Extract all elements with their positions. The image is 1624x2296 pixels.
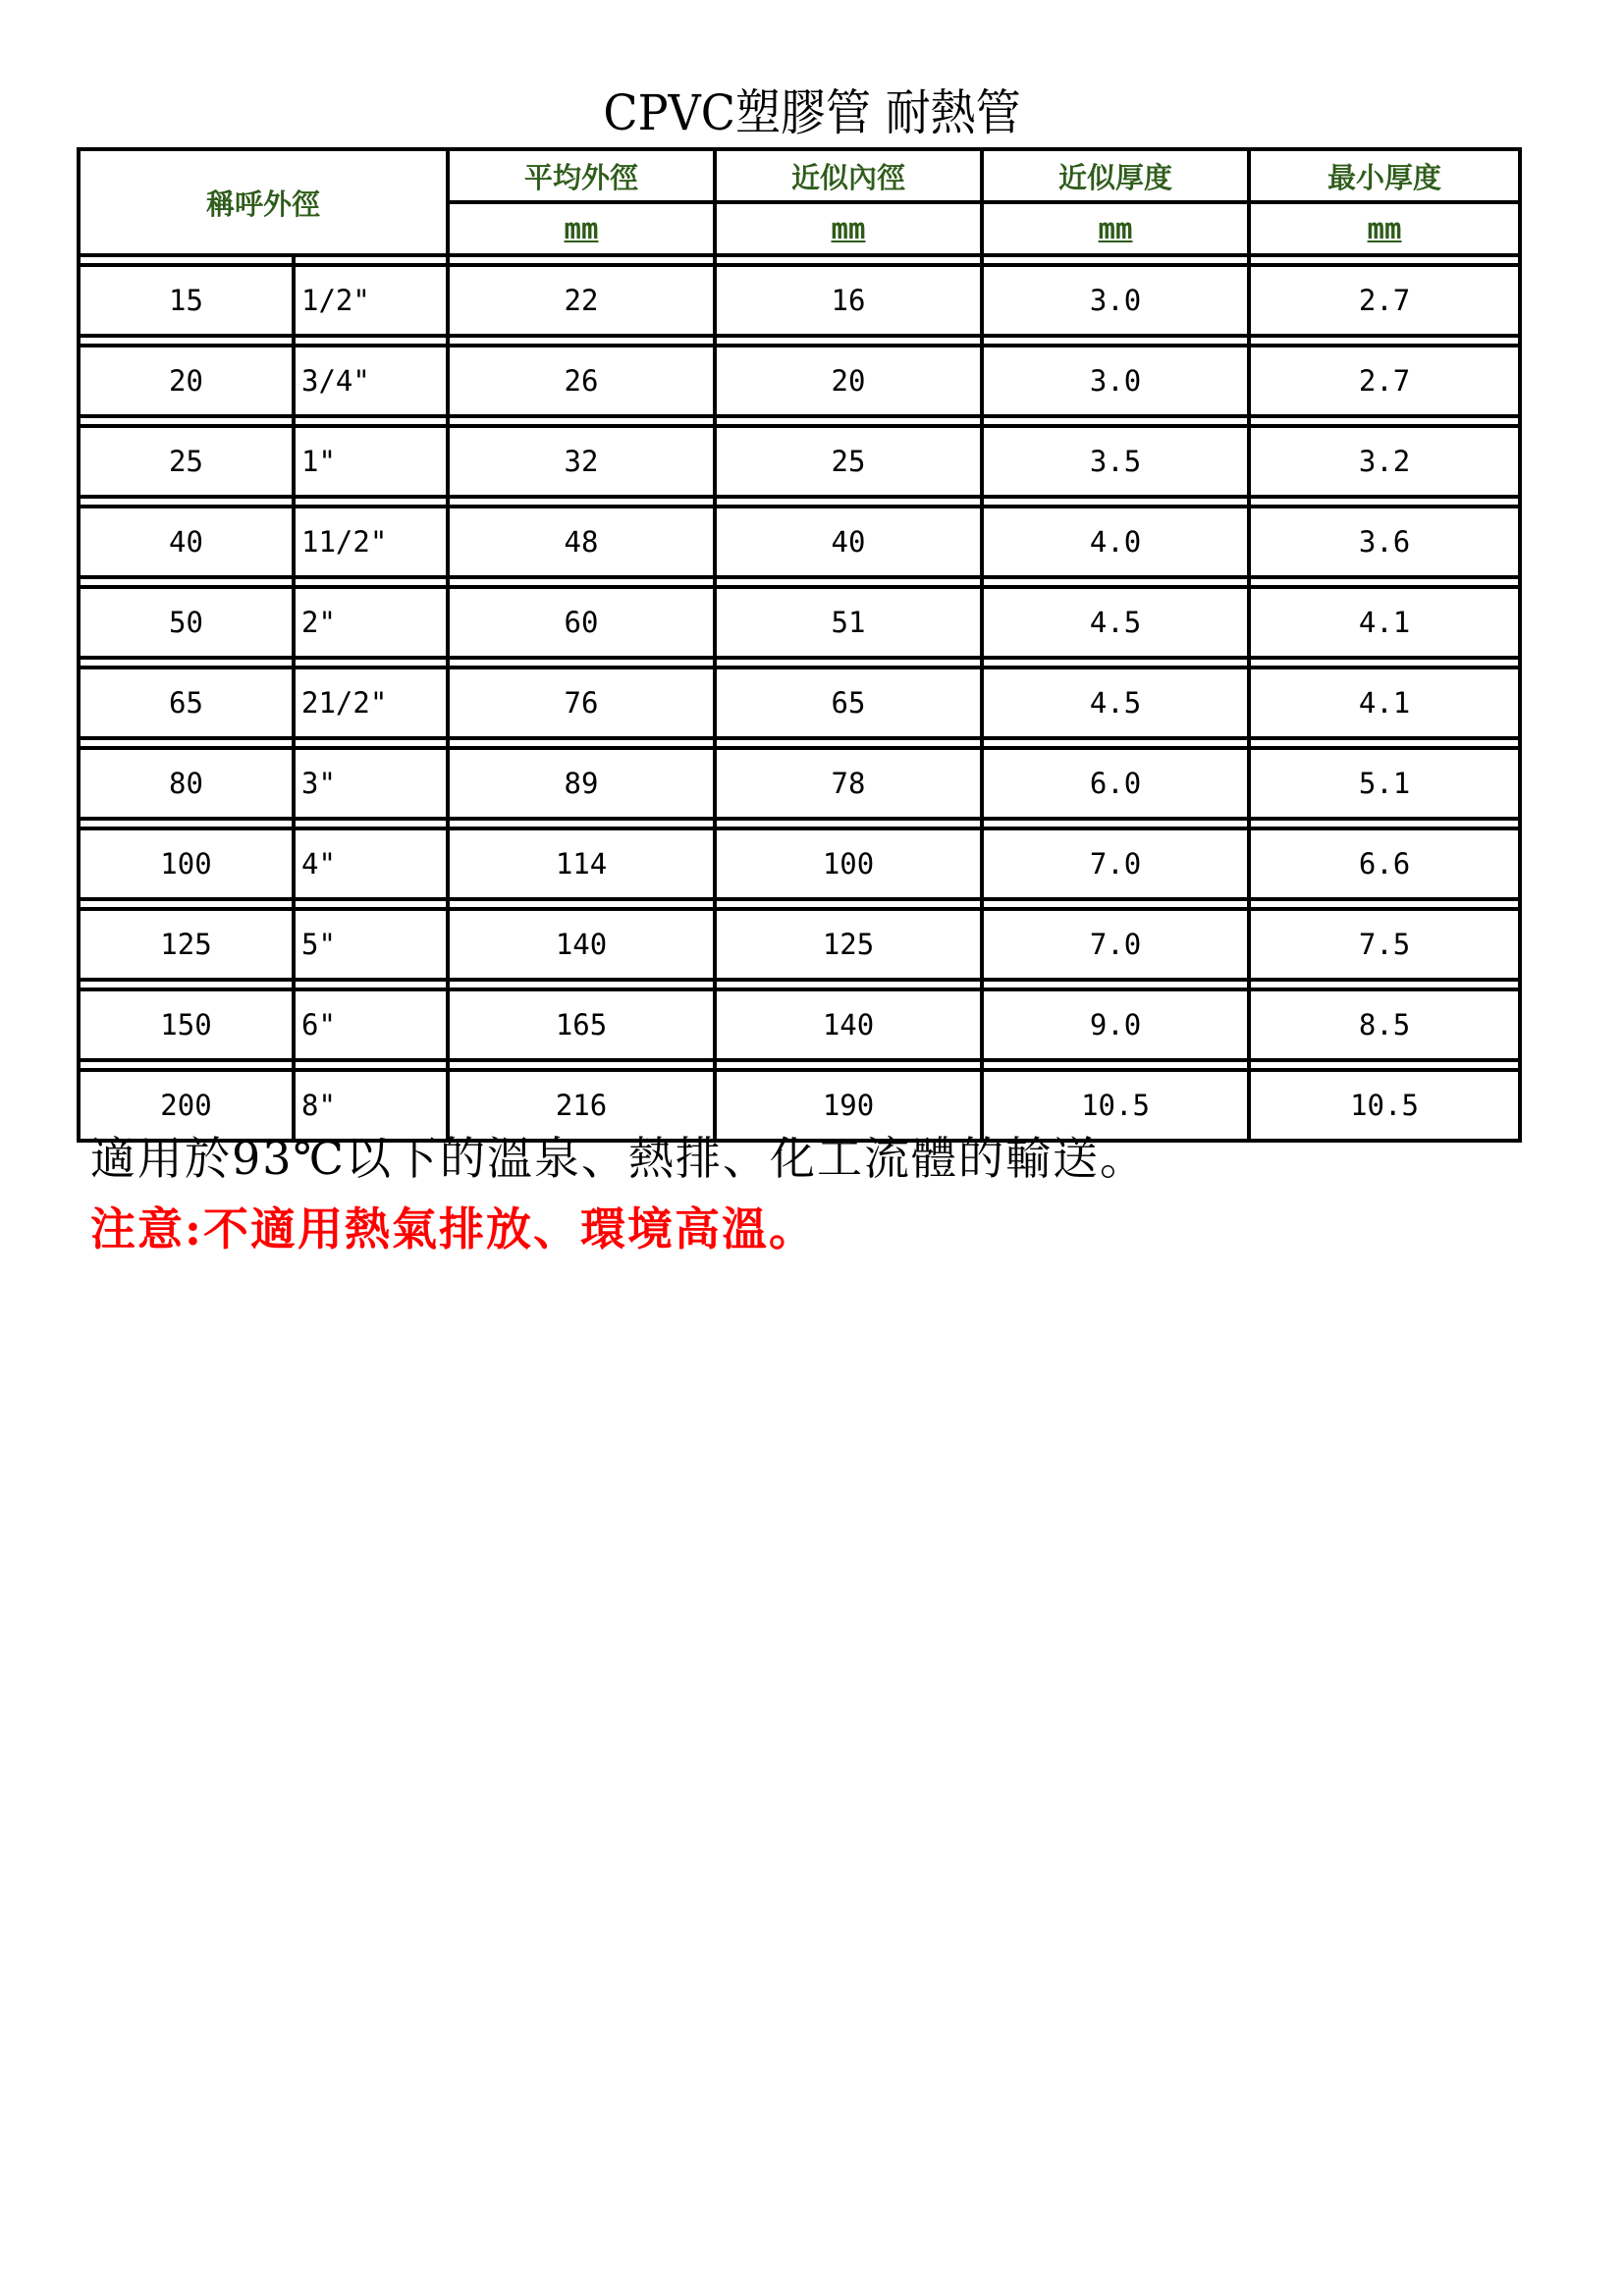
- row-separator: [79, 577, 1520, 587]
- separator-cell: [79, 416, 294, 426]
- row-separator: [79, 980, 1520, 989]
- header-row: [79, 149, 1520, 202]
- cell-min-thickness: 3.2: [1249, 426, 1520, 497]
- cell-outer-diameter: 32: [448, 426, 715, 497]
- separator-cell: [294, 416, 448, 426]
- cell-min-thickness: 5.1: [1249, 748, 1520, 819]
- separator-cell: [448, 899, 715, 909]
- cell-outer-diameter: 89: [448, 748, 715, 819]
- header-inner-diameter: 近似內徑: [715, 149, 982, 202]
- separator-cell: [294, 577, 448, 587]
- separator-cell: [715, 577, 982, 587]
- table-row: [79, 828, 1520, 899]
- cell-min-thickness: 4.1: [1249, 667, 1520, 738]
- separator-cell: [79, 899, 294, 909]
- cell-thickness: 4.0: [982, 507, 1249, 577]
- cell-inner-diameter: 125: [715, 909, 982, 980]
- cell-nominal-inch: 21/2": [294, 667, 448, 738]
- separator-cell: [982, 738, 1249, 748]
- unit-outer: mm: [448, 202, 715, 255]
- cell-min-thickness: 10.5: [1249, 1070, 1520, 1141]
- separator-cell: [294, 658, 448, 667]
- cell-nominal-inch: 2": [294, 587, 448, 658]
- cell-outer-diameter: 76: [448, 667, 715, 738]
- separator-cell: [982, 899, 1249, 909]
- separator-cell: [79, 255, 294, 265]
- separator-cell: [1249, 416, 1520, 426]
- cell-outer-diameter: 216: [448, 1070, 715, 1141]
- separator-cell: [448, 1060, 715, 1070]
- usage-note: 適用於93℃以下的溫泉、熱排、化工流體的輸送。: [90, 1132, 1147, 1185]
- row-separator: [79, 1060, 1520, 1070]
- separator-cell: [294, 497, 448, 507]
- separator-cell: [1249, 336, 1520, 346]
- cell-nominal-inch: 3/4": [294, 346, 448, 416]
- cell-inner-diameter: 100: [715, 828, 982, 899]
- separator-cell: [294, 980, 448, 989]
- cell-inner-diameter: 51: [715, 587, 982, 658]
- table-row: [79, 346, 1520, 416]
- cell-nominal-mm: 150: [79, 989, 294, 1060]
- table-row: [79, 587, 1520, 658]
- cell-thickness: 4.5: [982, 667, 1249, 738]
- cell-min-thickness: 7.5: [1249, 909, 1520, 980]
- cell-nominal-mm: 80: [79, 748, 294, 819]
- row-separator: [79, 336, 1520, 346]
- cell-nominal-mm: 40: [79, 507, 294, 577]
- cell-nominal-inch: 8": [294, 1070, 448, 1141]
- row-separator: [79, 819, 1520, 828]
- cell-thickness: 7.0: [982, 828, 1249, 899]
- unit-inner: mm: [715, 202, 982, 255]
- cell-nominal-inch: 3": [294, 748, 448, 819]
- cell-outer-diameter: 60: [448, 587, 715, 658]
- table-row: [79, 667, 1520, 738]
- separator-cell: [1249, 658, 1520, 667]
- separator-cell: [1249, 497, 1520, 507]
- cell-inner-diameter: 25: [715, 426, 982, 497]
- warning-note: 注意:不適用熱氣排放、環境高溫。: [90, 1202, 816, 1255]
- cell-outer-diameter: 165: [448, 989, 715, 1060]
- row-separator: [79, 255, 1520, 265]
- separator-cell: [79, 336, 294, 346]
- table-row: [79, 748, 1520, 819]
- cell-inner-diameter: 78: [715, 748, 982, 819]
- separator-cell: [982, 980, 1249, 989]
- separator-cell: [79, 577, 294, 587]
- header-thickness: 近似厚度: [982, 149, 1249, 202]
- cell-inner-diameter: 40: [715, 507, 982, 577]
- table-row: [79, 426, 1520, 497]
- separator-cell: [294, 255, 448, 265]
- separator-cell: [448, 416, 715, 426]
- cell-nominal-mm: 20: [79, 346, 294, 416]
- separator-cell: [982, 497, 1249, 507]
- separator-cell: [715, 738, 982, 748]
- separator-cell: [1249, 980, 1520, 989]
- separator-cell: [79, 738, 294, 748]
- cell-outer-diameter: 114: [448, 828, 715, 899]
- cell-min-thickness: 8.5: [1249, 989, 1520, 1060]
- separator-cell: [79, 980, 294, 989]
- cell-min-thickness: 6.6: [1249, 828, 1520, 899]
- header-nominal: 稱呼外徑: [79, 149, 448, 255]
- separator-cell: [448, 497, 715, 507]
- separator-cell: [715, 416, 982, 426]
- separator-cell: [1249, 899, 1520, 909]
- separator-cell: [294, 336, 448, 346]
- separator-cell: [1249, 738, 1520, 748]
- separator-cell: [294, 819, 448, 828]
- row-separator: [79, 738, 1520, 748]
- separator-cell: [294, 1060, 448, 1070]
- cell-thickness: 10.5: [982, 1070, 1249, 1141]
- cell-min-thickness: 3.6: [1249, 507, 1520, 577]
- cell-min-thickness: 2.7: [1249, 265, 1520, 336]
- separator-cell: [982, 416, 1249, 426]
- cell-outer-diameter: 140: [448, 909, 715, 980]
- cell-outer-diameter: 48: [448, 507, 715, 577]
- cell-inner-diameter: 65: [715, 667, 982, 738]
- cell-inner-diameter: 190: [715, 1070, 982, 1141]
- cell-thickness: 3.5: [982, 426, 1249, 497]
- cell-nominal-mm: 25: [79, 426, 294, 497]
- separator-cell: [1249, 577, 1520, 587]
- unit-min-thickness: mm: [1249, 202, 1520, 255]
- cell-min-thickness: 4.1: [1249, 587, 1520, 658]
- separator-cell: [715, 658, 982, 667]
- table-row: [79, 909, 1520, 980]
- cell-nominal-mm: 100: [79, 828, 294, 899]
- row-separator: [79, 416, 1520, 426]
- separator-cell: [448, 577, 715, 587]
- spec-table: [77, 147, 1522, 1143]
- separator-cell: [294, 899, 448, 909]
- separator-cell: [715, 255, 982, 265]
- separator-cell: [982, 658, 1249, 667]
- cell-thickness: 3.0: [982, 346, 1249, 416]
- header-outer-diameter: 平均外徑: [448, 149, 715, 202]
- row-separator: [79, 899, 1520, 909]
- separator-cell: [448, 819, 715, 828]
- separator-cell: [448, 738, 715, 748]
- cell-thickness: 9.0: [982, 989, 1249, 1060]
- separator-cell: [715, 980, 982, 989]
- separator-cell: [982, 819, 1249, 828]
- table-row: [79, 507, 1520, 577]
- cell-inner-diameter: 20: [715, 346, 982, 416]
- separator-cell: [1249, 1060, 1520, 1070]
- cell-nominal-mm: 15: [79, 265, 294, 336]
- separator-cell: [715, 497, 982, 507]
- separator-cell: [79, 1060, 294, 1070]
- separator-cell: [448, 658, 715, 667]
- row-separator: [79, 497, 1520, 507]
- separator-cell: [448, 255, 715, 265]
- cell-nominal-inch: 6": [294, 989, 448, 1060]
- separator-cell: [982, 1060, 1249, 1070]
- separator-cell: [982, 255, 1249, 265]
- cell-nominal-inch: 1": [294, 426, 448, 497]
- cell-nominal-mm: 125: [79, 909, 294, 980]
- cell-nominal-inch: 11/2": [294, 507, 448, 577]
- header-min-thickness: 最小厚度: [1249, 149, 1520, 202]
- cell-nominal-inch: 4": [294, 828, 448, 899]
- separator-cell: [1249, 255, 1520, 265]
- cell-inner-diameter: 140: [715, 989, 982, 1060]
- table-row: [79, 989, 1520, 1060]
- page-title: CPVC塑膠管 耐熱管: [603, 84, 1021, 141]
- cell-nominal-inch: 5": [294, 909, 448, 980]
- cell-nominal-inch: 1/2": [294, 265, 448, 336]
- separator-cell: [1249, 819, 1520, 828]
- separator-cell: [79, 819, 294, 828]
- unit-thickness: mm: [982, 202, 1249, 255]
- separator-cell: [982, 336, 1249, 346]
- separator-cell: [448, 980, 715, 989]
- separator-cell: [715, 819, 982, 828]
- separator-cell: [715, 336, 982, 346]
- separator-cell: [982, 577, 1249, 587]
- cell-nominal-mm: 200: [79, 1070, 294, 1141]
- cell-nominal-mm: 65: [79, 667, 294, 738]
- cell-inner-diameter: 16: [715, 265, 982, 336]
- cell-thickness: 3.0: [982, 265, 1249, 336]
- cell-nominal-mm: 50: [79, 587, 294, 658]
- cell-thickness: 6.0: [982, 748, 1249, 819]
- table-row: [79, 265, 1520, 336]
- separator-cell: [715, 1060, 982, 1070]
- separator-cell: [79, 658, 294, 667]
- cell-thickness: 7.0: [982, 909, 1249, 980]
- cell-thickness: 4.5: [982, 587, 1249, 658]
- cell-outer-diameter: 26: [448, 346, 715, 416]
- cell-outer-diameter: 22: [448, 265, 715, 336]
- separator-cell: [294, 738, 448, 748]
- row-separator: [79, 658, 1520, 667]
- separator-cell: [448, 336, 715, 346]
- separator-cell: [79, 497, 294, 507]
- separator-cell: [715, 899, 982, 909]
- cell-min-thickness: 2.7: [1249, 346, 1520, 416]
